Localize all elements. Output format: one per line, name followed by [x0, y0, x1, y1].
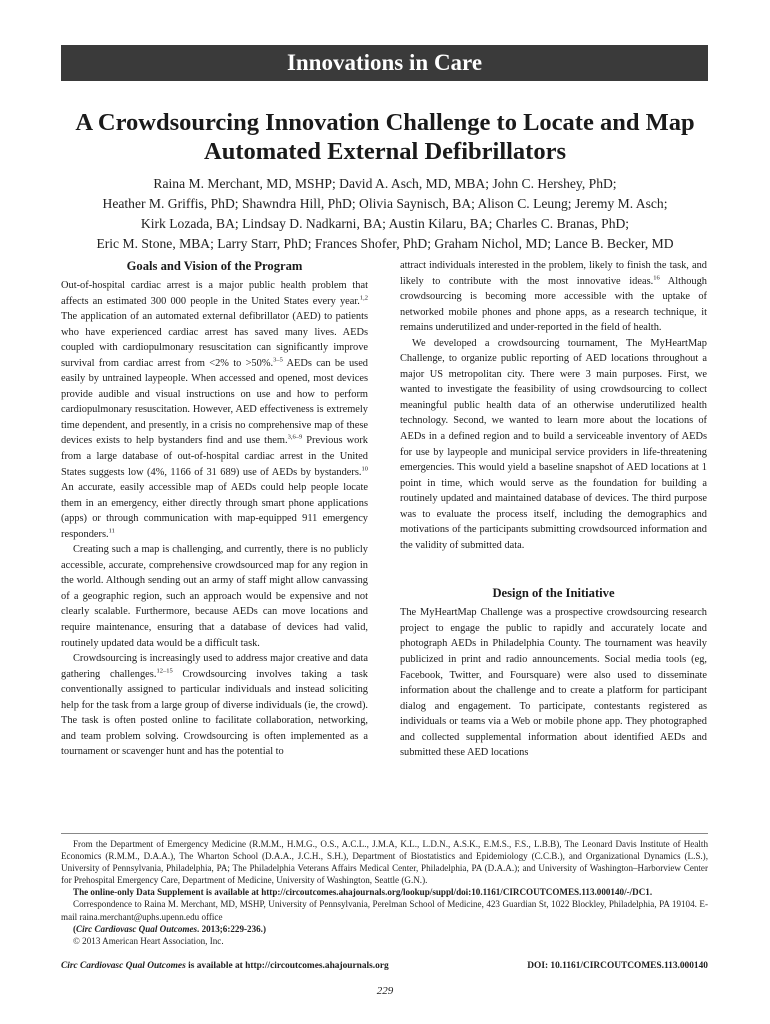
author-line: Eric M. Stone, MBA; Larry Starr, PhD; Frances Shofer, PhD; Graham Nichol, MD; Lance B. Becker, MD — [96, 236, 674, 251]
journal-availability: Circ Cardiovasc Qual Outcomes is available at http://circoutcomes.ahajournals.org — [61, 961, 389, 971]
paragraph: Creating such a map is challenging, and currently, there is no publicly accessible, accurate, comprehensive crowdsourced map for any region in the world. Although sending out an army of staff might allow canvassing of a geographic region, such an approach would be expensive and not clearly scalable. Furthermore, because AEDs can move locations and require maintenance, ensuring that a database of devices had valid, routinely updated data would be a difficult task. — [61, 544, 368, 649]
citation-ref: 3–5 — [273, 356, 283, 364]
author-line: Kirk Lozada, BA; Lindsay D. Nadkarni, BA; Austin Kilaru, BA; Charles C. Branas, PhD; — [140, 216, 630, 231]
footnote-divider — [61, 833, 708, 834]
section-heading-design: Design of the Initiative — [492, 586, 615, 601]
right-column — [400, 258, 707, 761]
paragraph: The MyHeartMap Challenge was a prospective crowdsourcing research project to engage the public to rapidly and accurately locate and photograph AEDs in Philadelphia County. The tournament was heavily publicized in print and radio announcements. Social media tools (eg, Facebook, Twitter, and Foursquare) were also used to disseminate information about the challenge and to create a platform for participant dialog and engagement. To participate, contestants registered as individuals or teams via a Web or mobile phone app. They photographed and collected supplemental information about identified AEDs and submitted these AED locations — [400, 607, 707, 759]
section-banner: Innovations in Care — [61, 45, 708, 81]
citation-ref: 1,2 — [359, 294, 368, 302]
left-column — [61, 258, 368, 760]
citation-ref: 10 — [361, 465, 368, 473]
copyright-note: © 2013 American Heart Association, Inc. — [73, 935, 224, 946]
correspondence-note: Correspondence to Raina M. Merchant, MD, MSHP, University of Pennsylvania, Perelman School of Medicine, 423 Guardian St, 1022 Blockley, Philadelphia, PA 19104. E-mail raina.merchant@uphs.upenn.edu office — [61, 899, 708, 922]
citation-ref: 11 — [108, 527, 115, 535]
page-number: 229 — [376, 985, 394, 997]
citation-ref: 3,6–9 — [287, 434, 303, 441]
author-line: Heather M. Griffis, PhD; Shawndra Hill, PhD; Olivia Saynisch, BA; Alison C. Leung; Jeremy M. Asch; — [102, 196, 668, 211]
page-footer — [61, 961, 708, 971]
title-line-2: Automated External Defibrillators — [204, 138, 566, 165]
footnotes — [61, 838, 708, 947]
affiliations-note: From the Department of Emergency Medicine (R.M.M., H.M.G., O.S., A.C.L., J.M.A, K.L., L.D.N., A.S.K., E.M.S., F.S., L.B.B), The Leonard Davis Institute of Health Economics (R.M.M., D.A.A.), The Wharton School (D.A.A., J.C.H., S.H.), Department of Biostatistics and Epidemiology (C.C.B.), and Organizational Dynamics (L.S.), University of Pennsylvania, Philadelphia, PA; The Philadelphia Veterans Affairs Medical Center, Philadelphia, PA (D.A.A.); and University of Washington–Harborview Center for Prehospital Emergency Care, Department of Medicine, University of Washington, Seattle (G.N.). — [61, 839, 708, 886]
citation-ref: 12–15 — [156, 667, 173, 675]
citation-ref: 16 — [653, 274, 660, 282]
paragraph: Crowdsourcing is increasingly used to address major creative and data gathering challenges.$^{12-15}$ Crowdsourcing involves taking a task conventionally assigned to particular individuals and instead soliciting help for the task from a large group of diverse individuals (ie, the crowd). The task is often posted online to facilitate collaboration, networking, and team problem solving. Crowdsourcing is often implemented as a tournament or scavenger hunt and has the potential to — [61, 653, 368, 758]
author-list — [40, 174, 730, 254]
author-line: Raina M. Merchant, MD, MSHP; David A. Asch, MD, MBA; John C. Hershey, PhD; — [153, 176, 617, 191]
supplement-note: The online-only Data Supplement is available at http://circoutcomes.ahajournals.org/lookup/suppl/doi:10.1161/CIRCOUTCOMES.113.000140/-/DC1. — [73, 887, 653, 898]
citation-note: (Circ Cardiovasc Qual Outcomes. 2013;6:229-236.) — [73, 923, 266, 934]
doi-label: DOI: 10.1161/CIRCOUTCOMES.113.000140 — [527, 961, 708, 971]
paragraph: attract individuals interested in the problem, likely to finish the task, and likely to contribute with the most innovative ideas.$^{16}$ Although crowdsourcing is becoming more accessible with the uptake of networked mobile phones and phone apps, as a research technique, it remains underutilized and under-reported in the field of health. — [400, 260, 707, 334]
paragraph: Out-of-hospital cardiac arrest is a major public health problem that affects an estimated 300 000 people in the United States every year.$^{1,2}$ The application of an automated external defibrillator (AED) to patients who have experienced cardiac arrest has saved many lives. AEDs coupled with cardiopulmonary resuscitation can significantly improve survival from cardiac arrest from <2% to >50%.$^{3-5}$ AEDs can be used easily by untrained laypeople. When accessed and opened, most devices provide audible and visual instructions on use and how to perform cardiopulmonary resuscitation. However, AED effectiveness is extremely time dependent, and presently, in a crisis no comprehensive map of these devices exists to help bystanders find and use them.$^{3,6-9}$ Previous work from a large database of out-of-hospital cardiac arrest in the United States suggests low (4%, 1166 of 31 689) use of AEDs by bystanders.$^{10}$ An accurate, easily accessible map of AEDs could help people locate them in an emergency, either directly through smart phone applications (apps) or through communication with map-equipped 911 emergency responders.$^{11}$ — [61, 280, 368, 540]
paragraph: We developed a crowdsourcing tournament, The MyHeartMap Challenge, to organize public reporting of AED locations throughout a major US metropolitan city. There were 3 main purposes. First, we wanted to investigate the feasibility of using crowdsourcing to collect meaningful public health data of an otherwise underutilized health technology. Second, we wanted to learn more about the locations of AEDs in a defined region and to build a serviceable inventory of AEDs for use by laypeople and municipal service providers in life-threatening emergencies. This would yield a baseline snapshot of AED locations at 1 point in time, which would serve as the foundation for building a routinely updated and maintained database of devices. The third purpose was to evaluate the process itself, including the demographics and motivations of the participants submitting crowdsourced information and the validity of submitted data. — [400, 337, 707, 551]
section-heading-goals: Goals and Vision of the Program — [126, 259, 303, 273]
article-title — [40, 108, 730, 166]
title-line-1: A Crowdsourcing Innovation Challenge to Locate and Map — [75, 109, 695, 136]
